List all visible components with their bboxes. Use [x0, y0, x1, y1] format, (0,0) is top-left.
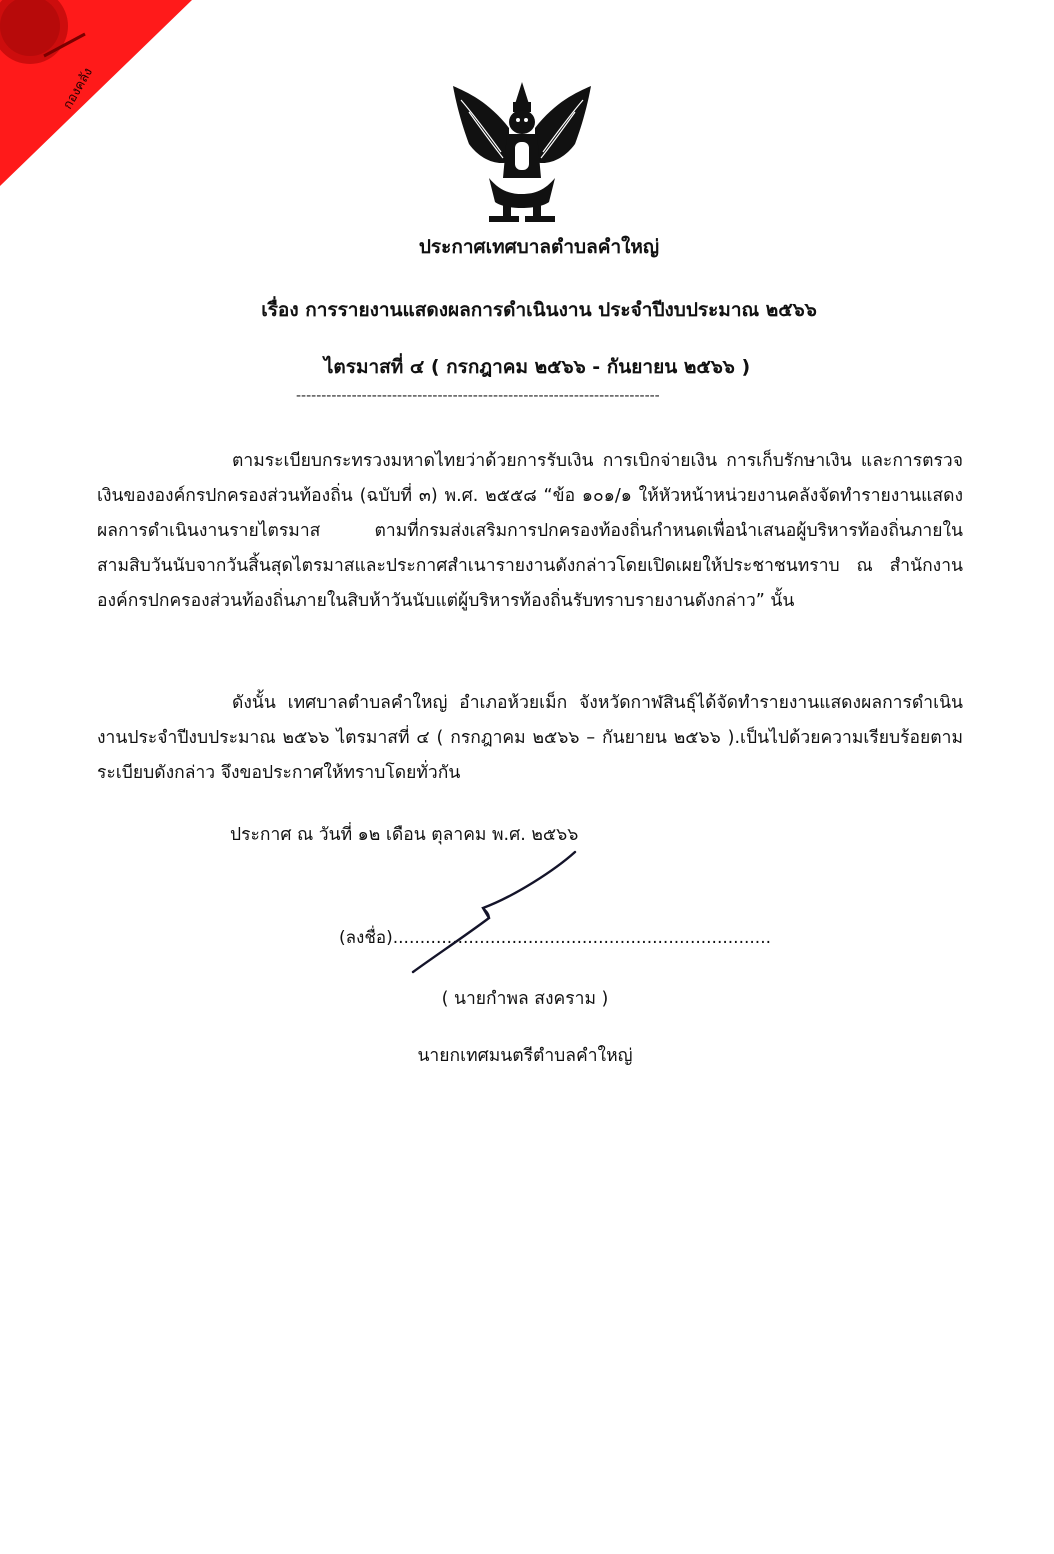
- handwritten-signature: [405, 848, 585, 978]
- body-paragraph-1: [97, 444, 963, 619]
- body-paragraph-2: [97, 686, 963, 791]
- sign-label: (ลงชื่อ): [339, 928, 393, 948]
- document-title: ประกาศเทศบาลตำบลคำใหญ่: [418, 236, 660, 258]
- announcement-date: ประกาศ ณ วันที่ ๑๒ เดือน ตุลาคม พ.ศ. ๒๕๖๖: [230, 825, 579, 845]
- signer-title: นายกเทศมนตรีตำบลคำใหญ่: [417, 1046, 633, 1066]
- garuda-emblem-icon: [449, 82, 595, 230]
- corner-stamp: [0, 0, 200, 190]
- sign-dots: ......................................................................: [392, 928, 772, 948]
- dashed-divider: ------------------------------------------------------------------------: [296, 388, 660, 404]
- document-subject: เรื่อง การรายงานแสดงผลการดำเนินงาน ประจำปีงบประมาณ ๒๕๖๖: [261, 299, 817, 321]
- paragraph-2-text: ดังนั้น เทศบาลตำบลคำใหญ่ อำเภอห้วยเม็ก จังหวัดกาฬสินธุ์ได้จัดทำรายงานแสดงผลการดำเนินงานประจำปีงบประมาณ ๒๕๖๖ ไตรมาสที่ ๔ ( กรกฎาคม ๒๕๖๖ – กันยายน ๒๕๖๖ ).เป็นไปด้วยความเรียบร้อยตามระเบียบดังกล่าว จึงขอประกาศให้ทราบโดยทั่วกัน: [97, 693, 963, 783]
- quarter-range: ไตรมาสที่ ๔ ( กรกฎาคม ๒๕๖๖ - กันยายน ๒๕๖๖ ): [323, 356, 751, 378]
- paragraph-1-text: ตามระเบียบกระทรวงมหาดไทยว่าด้วยการรับเงิน การเบิกจ่ายเงิน การเก็บรักษาเงิน และการตรวจเงินขององค์กรปกครองส่วนท้องถิ่น (ฉบับที่ ๓) พ.ศ. ๒๕๕๘ “ข้อ ๑๐๑/๑ ให้หัวหน้าหน่วยงานคลังจัดทำรายงานแสดงผลการดำเนินงานรายไตรมาส ตามที่กรมส่งเสริมการปกครองท้องถิ่นกำหนดเพื่อนำเสนอผู้บริหารท้องถิ่นภายในสามสิบวันนับจากวันสิ้นสุดไตรมาสและประกาศสำเนารายงานดังกล่าวโดยเปิดเผยให้ประชาชนทราบ ณ สำนักงานองค์กรปกครองส่วนท้องถิ่นภายในสิบห้าวันนับแต่ผู้บริหารท้องถิ่นรับทราบรายงานดังกล่าว” นั้น: [97, 451, 963, 611]
- signer-name: ( นายกำพล สงคราม ): [441, 989, 609, 1009]
- stamp-text: กองคลัง: [60, 65, 96, 112]
